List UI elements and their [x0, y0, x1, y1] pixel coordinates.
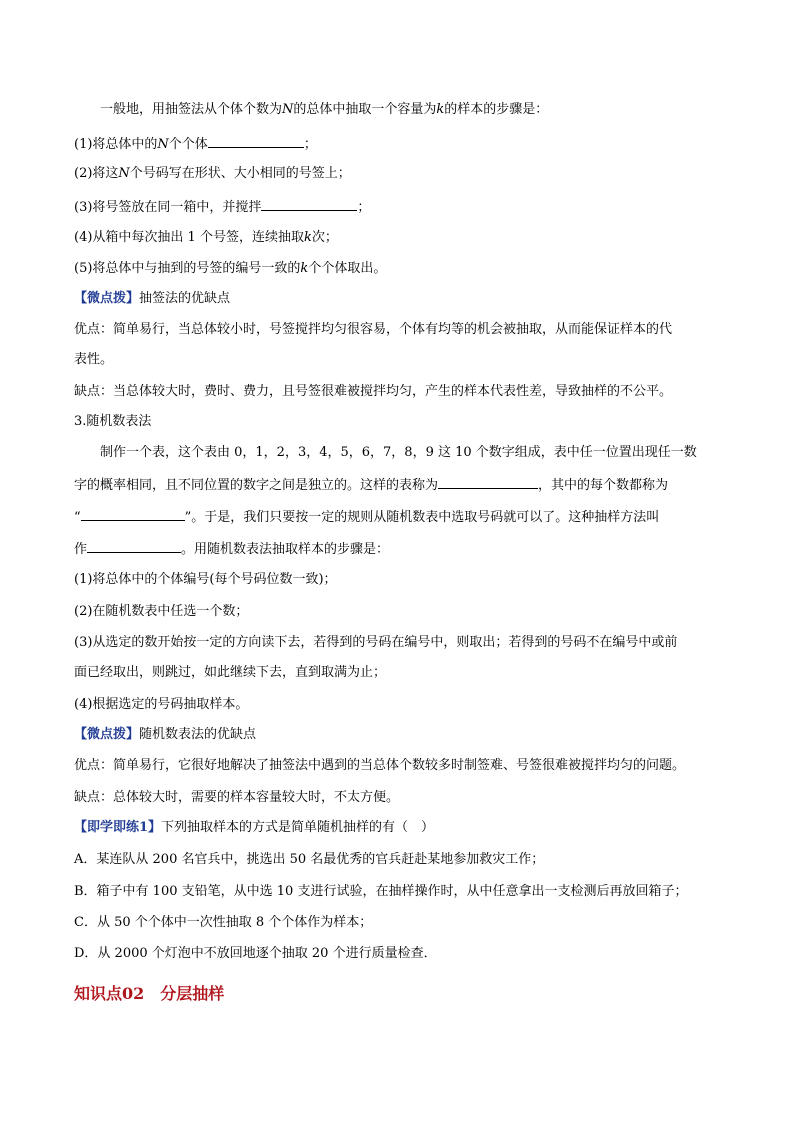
- fill-blank: [208, 134, 304, 148]
- random-step-2: (2)在随机数表中任选一个数；: [74, 604, 249, 619]
- tip-tag: 【微点拨】: [74, 727, 140, 742]
- lottery-cons: 缺点：当总体较大时，费时、费力，且号签很难被搅拌均匀，产生的样本代表性差，导致抽样的不公平。: [74, 384, 673, 399]
- random-step-1: (1)将总体中的个体编号(每个号码位数一致)；: [74, 572, 337, 587]
- option-b: B．箱子中有 100 支铅笔，从中选 10 支进行试验，在抽样操作时，从中任意拿出一支检测后再放回箱子；: [74, 884, 688, 899]
- section-title-random-table: 3.随机数表法: [74, 414, 152, 429]
- fill-blank: [87, 539, 181, 553]
- fill-blank: [261, 197, 357, 211]
- tip-lottery: 【微点拨】抽签法的优缺点: [74, 291, 231, 306]
- random-pros: 优点：简单易行，它很好地解决了抽签法中遇到的当总体个数较多时制签难、号签很难被搅拌均匀的问题。: [74, 758, 686, 773]
- random-step-3-line2: 面已经取出，则跳过，如此继续下去，直到取满为止；: [74, 665, 387, 680]
- option-d: D．从 2000 个灯泡中不放回地逐个抽取 20 个进行质量检查．: [74, 946, 437, 961]
- tip-random-table: 【微点拨】随机数表法的优缺点: [74, 727, 257, 742]
- random-step-3-line1: (3)从选定的数开始按一定的方向读下去，若得到的号码在编号中，则取出；若得到的号码不在编号中或前: [74, 635, 678, 650]
- step-3: (3)将号签放在同一箱中，并搅拌 ；: [74, 197, 370, 217]
- step-4: (4)从箱中每次抽出 1 个号签，连续抽取k次；: [74, 230, 338, 245]
- fill-blank: [81, 507, 185, 521]
- section-heading-stratified: 知识点02 分层抽样: [74, 984, 225, 1003]
- tip-tag: 【微点拨】: [74, 291, 140, 306]
- step-1: (1)将总体中的N个个体 ；: [74, 134, 317, 154]
- step-5: (5)将总体中与抽到的号签的编号一致的k个个体取出。: [74, 261, 387, 276]
- random-step-4: (4)根据选定的号码抽取样本。: [74, 697, 249, 712]
- steps-intro: 一般地，用抽签法从个体个数为N的总体中抽取一个容量为k的样本的步骤是：: [100, 102, 549, 117]
- random-para-line1: 制作一个表，这个表由 0，1，2，3，4，5，6，7，8，9 这 10 个数字组成，表中任一位置出现任一数: [100, 445, 697, 460]
- option-a: A．某连队从 200 名官兵中，挑选出 50 名最优秀的官兵赶赴某地参加救灾工作；: [74, 852, 545, 867]
- lottery-pros-line2: 表性。: [74, 352, 114, 367]
- random-para-line3: “ ”。于是，我们只要按一定的规则从随机数表中选取号码就可以了。这种抽样方法叫: [74, 507, 659, 527]
- option-c: C．从 50 个个体中一次性抽取 8 个个体作为样本；: [74, 915, 373, 930]
- random-cons: 缺点：总体较大时，需要的样本容量较大时，不太方便。: [74, 790, 400, 805]
- fill-blank: [438, 475, 538, 489]
- exercise-question: 【即学即练1】下列抽取样本的方式是简单随机抽样的有（ ）: [74, 820, 435, 835]
- exercise-tag: 【即学即练1】: [74, 820, 162, 835]
- random-para-line4: 作 。用随机数表法抽取样本的步骤是：: [74, 539, 389, 559]
- step-2: (2)将这N个号码写在形状、大小相同的号签上；: [74, 166, 351, 181]
- lottery-pros-line1: 优点：简单易行，当总体较小时，号签搅拌均匀很容易，个体有均等的机会被抽取，从而能保证样本的代: [74, 322, 673, 337]
- random-para-line2: 字的概率相同，且不同位置的数字之间是独立的。这样的表称为 ，其中的每个数都称为: [74, 475, 668, 495]
